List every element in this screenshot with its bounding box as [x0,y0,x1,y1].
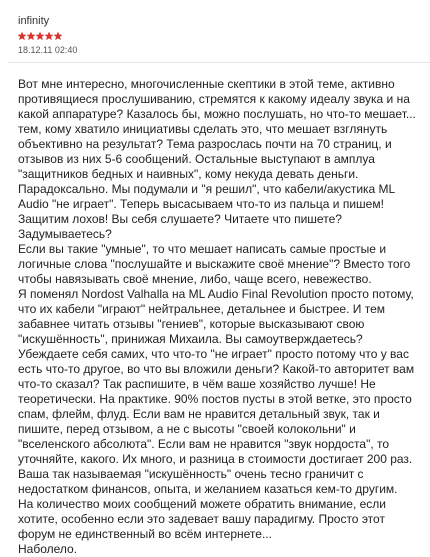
rating-stars [18,32,430,42]
star-icon [18,32,26,40]
star-icon [36,32,44,40]
review-paragraph: На количество моих сообщений можете обратить внимание, если хотите, особенно если это задевает вашу парадигму. Просто этот форум не единственный во всём интернете... [18,497,386,541]
star-icon [54,32,62,40]
review-header [8,14,430,63]
author-name[interactable]: infinity [18,15,50,27]
review-paragraph: Если вы такие "умные", то что мешает написать самые простые и логичные слова "послушайте и выскажите своё мнение"? Вместо того чтобы навязывать своё мнение, либо, чаще всего, невежество. [18,242,411,286]
review-paragraph: Наболело. [18,542,78,556]
star-icon [27,32,35,40]
review-paragraph: Вот мне интересно, многочисленные скептики в этой теме, активно противящиеся прослушиванию, стремятся к какому идеалу звука и на какой аппаратуре? Казалось бы, можно послушать, но что-то мешает... тем, кому хватило инициативы сделать это, что мешает взглянуть объективно на результат? Тема разрослась почти на 70 страниц, и отзывов из них 5-6 сообщений. Остальные выступают в амплуа "защитников бедных и наивных", кому некуда девать деньги. Парадоксально. Мы подумали и "я решил", что кабели/акустика ML Audio "не играет". Теперь высасываем что-то из пальца и пишем! Защитим лохов! Вы себя слушаете? Читаете что пишете? Задумываетесь? [18,77,416,241]
star-icon [45,32,53,40]
review-date: 18.12.11 02:40 [18,45,78,55]
review-paragraph: Я поменял Nordost Valhalla на ML Audio Final Revolution просто потому, что их кабели "играют" нейтральнее, детальнее и быстрее. И тем забавнее читать отзывы "гениев", которые высказывают свою "искушённость", принижая Михаила. Вы самоутверждаетесь? Убеждаете себя самих, что что-то "не играет" просто потому что у вас есть что-то другое, во что вы вложили деньги? Какой-то авторитет вам что-то сказал? Так распишите, в чём ваше хозяйство лучше! Не теоретически. На практике. 90% постов пусты в этой ветке, это просто спам, флейм, флуд. Если вам не нравится детальный звук, так и пишите, перед отзывом, а не с высоты "своей колокольни" и "вселенского абсолюта". Если вам не нравится "звук нордоста", то уточняйте, какого. Их много, и разница в стоимости достигает 200 раз. Ваша так называемая "искушённость" очень тесно граничит с недостатком финансов, опыта, и желанием казаться кем-то другим. [18,287,415,496]
review-body [18,77,422,557]
